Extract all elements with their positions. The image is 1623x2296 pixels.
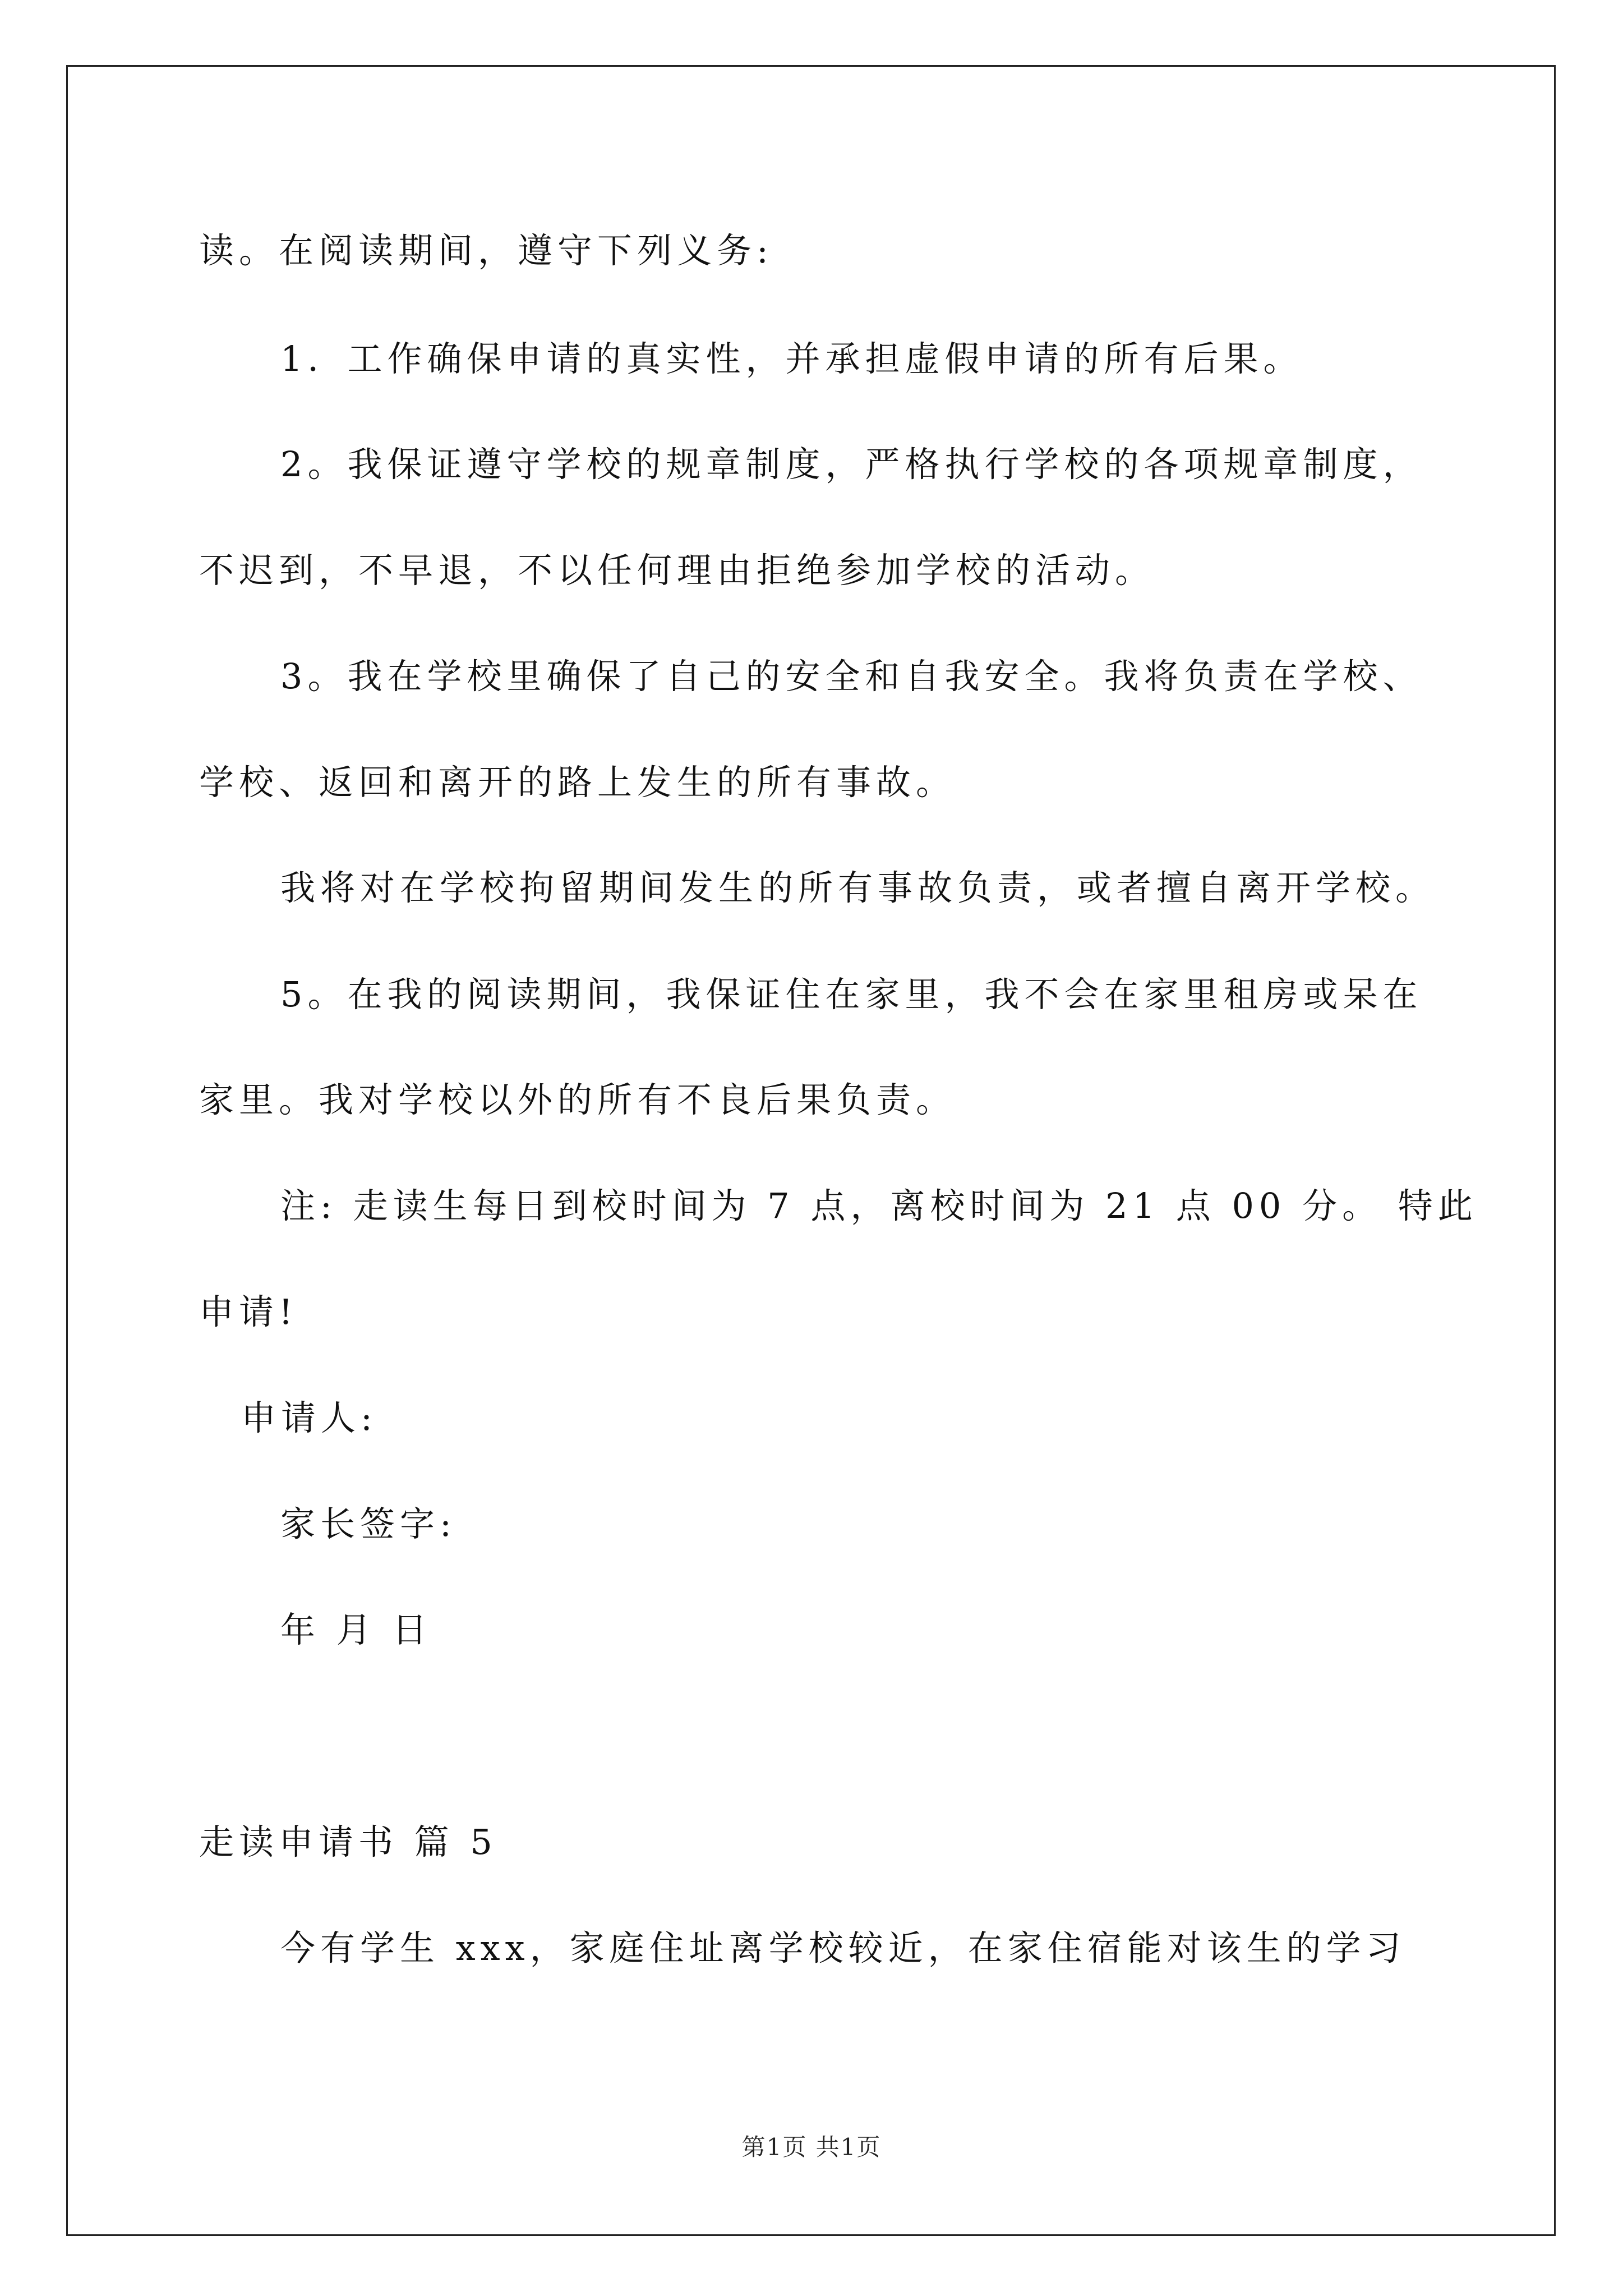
section-heading: 走读申请书 篇 5 <box>199 1821 497 1862</box>
body-line: 家里。我对学校以外的所有不良后果负责。 <box>199 1079 956 1120</box>
body-line: 读。在阅读期间，遵守下列义务: <box>199 230 773 271</box>
body-line: 3。我在学校里确保了自己的安全和自我安全。我将负责在学校、 <box>280 656 1423 697</box>
applicant-label: 申请人: <box>241 1397 377 1438</box>
body-line: 学校、返回和离开的路上发生的所有事故。 <box>199 762 956 803</box>
body-line: 注: 走读生每日到校时间为 7 点，离校时间为 21 点 00 分。 特此 <box>280 1185 1478 1226</box>
body-line: 申请! <box>199 1291 298 1332</box>
body-line: 不迟到，不早退，不以任何理由拒绝参加学校的活动。 <box>199 550 1155 591</box>
body-line: 5。在我的阅读期间，我保证住在家里，我不会在家里租房或呆在 <box>280 974 1423 1015</box>
body-line: 我将对在学校拘留期间发生的所有事故负责，或者擅自离开学校。 <box>280 867 1436 908</box>
body-line: 今有学生 xxx，家庭住址离学校较近，在家住宿能对该生的学习 <box>280 1927 1406 1968</box>
date-label: 年 月 日 <box>280 1609 432 1650</box>
parent-signature-label: 家长签字: <box>280 1503 457 1544</box>
page-border <box>66 65 1556 2236</box>
page-footer: 第1页 共1页 <box>741 2133 882 2161</box>
body-line: 2。我保证遵守学校的规章制度，严格执行学校的各项规章制度， <box>280 444 1423 485</box>
body-line: 1．工作确保申请的真实性，并承担虚假申请的所有后果。 <box>280 338 1303 379</box>
